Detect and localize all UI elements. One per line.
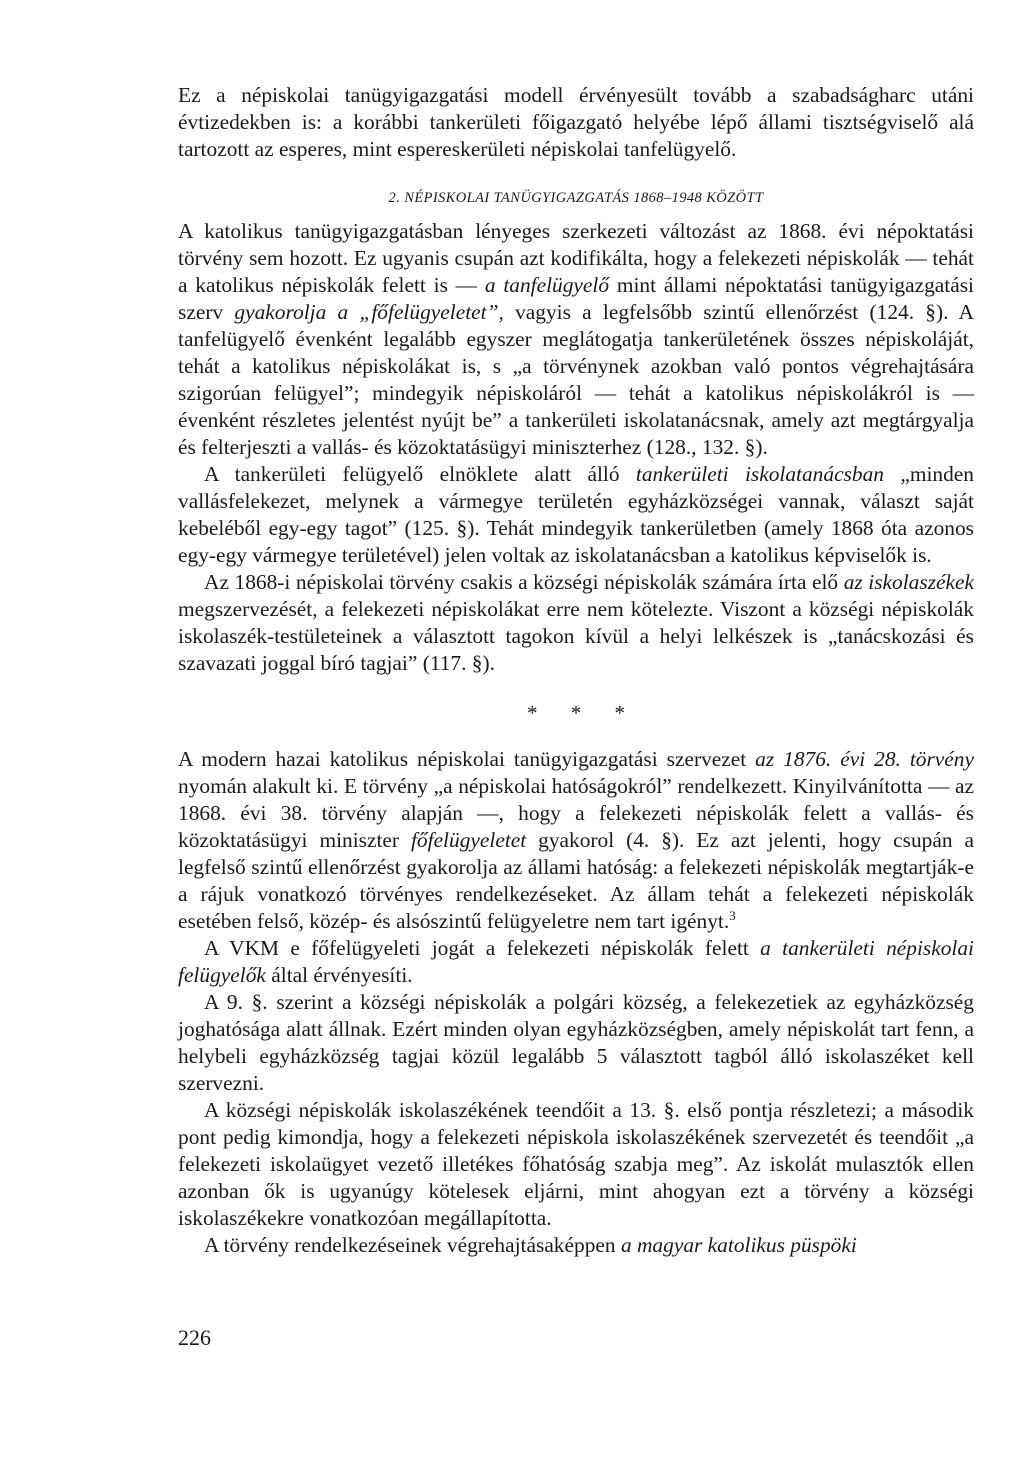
paragraph-4: A modern hazai katolikus népiskolai tanügyigazgatási szervezet az 1876. évi 28. törvény nyomán alakult ki. E törvény „a népiskolai hatóságokról” rendelkezett. Kinyilvánította — az 1868. évi 38. törvény alapján —, hogy a felekezeti népiskolák felett a vallás- és közoktatásügyi miniszter főfelügyeletet gyakorol (4. §). Ez azt jelenti, hogy csupán a legfelső szintű ellenőrzést gyakorolja az állami hatóság: a felekezeti népiskolák megtartják-e a rájuk vonatkozó törvényes rendelkezéseket. Az állam tehát a felekezeti népiskolák esetében felső, közép- és alsószintű felügyeletre nem tart igényt.$^3$ xyxy=(178,747,974,933)
paragraph-5: A VKM e főfelügyeleti jogát a felekezeti népiskolák felett a tankerületi népiskolai felügyelők által érvényesíti. xyxy=(178,936,974,987)
paragraph-8: A törvény rendelkezéseinek végrehajtásaképpen a magyar katolikus püspöki xyxy=(204,1233,857,1257)
paragraph-1: A katolikus tanügyigazgatásban lényeges szerkezeti változást az 1868. évi népoktatási törvény sem hozott. Ez ugyanis csupán azt kodifikálta, hogy a felekezeti népiskolák — tehát a katolikus népiskolák felett is — a tanfelügyelő mint állami népoktatási tanügyigazgatási szerv gyakorolja a „főfelügyeletet”, vagyis a legfelsőbb szintű ellenőrzést (124. §). A tanfelügyelő évenként legalább egyszer meglátogatja tankerületének összes népiskoláját, tehát a katolikus népiskolákat is, s „a törvénynek azokban való pontos végrehajtására szigorúan felügyel”; mindegyik népiskoláról — tehát a katolikus népiskolákról is — évenként részletes jelentést nyújt be” a tankerületi iskolatanácsnak, amely azt megtárgyalja és felterjeszti a vallás- és közoktatásügyi miniszterhez (128., 132. §). xyxy=(178,219,974,459)
intro-paragraph: Ez a népiskolai tanügyigazgatási modell érvényesült tovább a szabadságharc utáni évtizedekben is: a korábbi tankerületi főigazgató helyébe lépő állami tisztségviselő alá tartozott az esperes, mint espereskerületi népiskolai tanfelügyelő. xyxy=(178,83,974,161)
paragraph-6: A 9. §. szerint a községi népiskolák a polgári község, a felekezetiek az egyházközség joghatósága alatt állnak. Ezért minden olyan egyházközségben, amely népiskolát tart fenn, a helybeli egyházközség tagjai közül legalább 5 választott tagból álló iskolaszéket kell szervezni. xyxy=(178,990,974,1095)
paragraph-7: A községi népiskolák iskolaszékének teendőit a 13. §. első pontja részletezi; a második pont pedig kimondja, hogy a felekezeti népiskola iskolaszékének szervezetét és teendőit „a felekezeti iskolaügyet vezető illetékes főhatóság szabja meg”. Az iskolát mulasztók ellen azonban ők is ugyanúgy kötelesek eljárni, mint ahogyan ezt a törvény a községi iskolaszékekre vonatkozóan megállapította. xyxy=(178,1098,974,1230)
footnote-ref[interactable]: 3 xyxy=(729,907,736,923)
section-divider-stars: * * * xyxy=(527,701,625,725)
page-number: 226 xyxy=(178,1325,211,1350)
paragraph-3: Az 1868-i népiskolai törvény csakis a községi népiskolák számára írta elő az iskolaszékek megszervezését, a felekezeti népiskolákat erre nem kötelezte. Viszont a községi népiskolák iskolaszék-testületeinek a választott tagokon kívül a helyi lelkészek is „tanácskozási és szavazati joggal bíró tagjai” (117. §). xyxy=(178,570,974,675)
paragraph-2: A tankerületi felügyelő elnöklete alatt álló tankerületi iskolatanácsban „minden vallásfelekezet, melynek a vármegye területén egyházközségei vannak, választ saját kebeléből egy-egy tagot” (125. §). Tehát mindegyik tankerületben (amely 1868 óta azonos egy-egy vármegye területével) jelen voltak az iskolatanácsban a katolikus képviselők is. xyxy=(178,462,974,567)
page-body xyxy=(178,82,974,1259)
section-heading: 2. NÉPISKOLAI TANÜGYIGAZGATÁS 1868–1948 KÖZÖTT xyxy=(388,190,764,206)
